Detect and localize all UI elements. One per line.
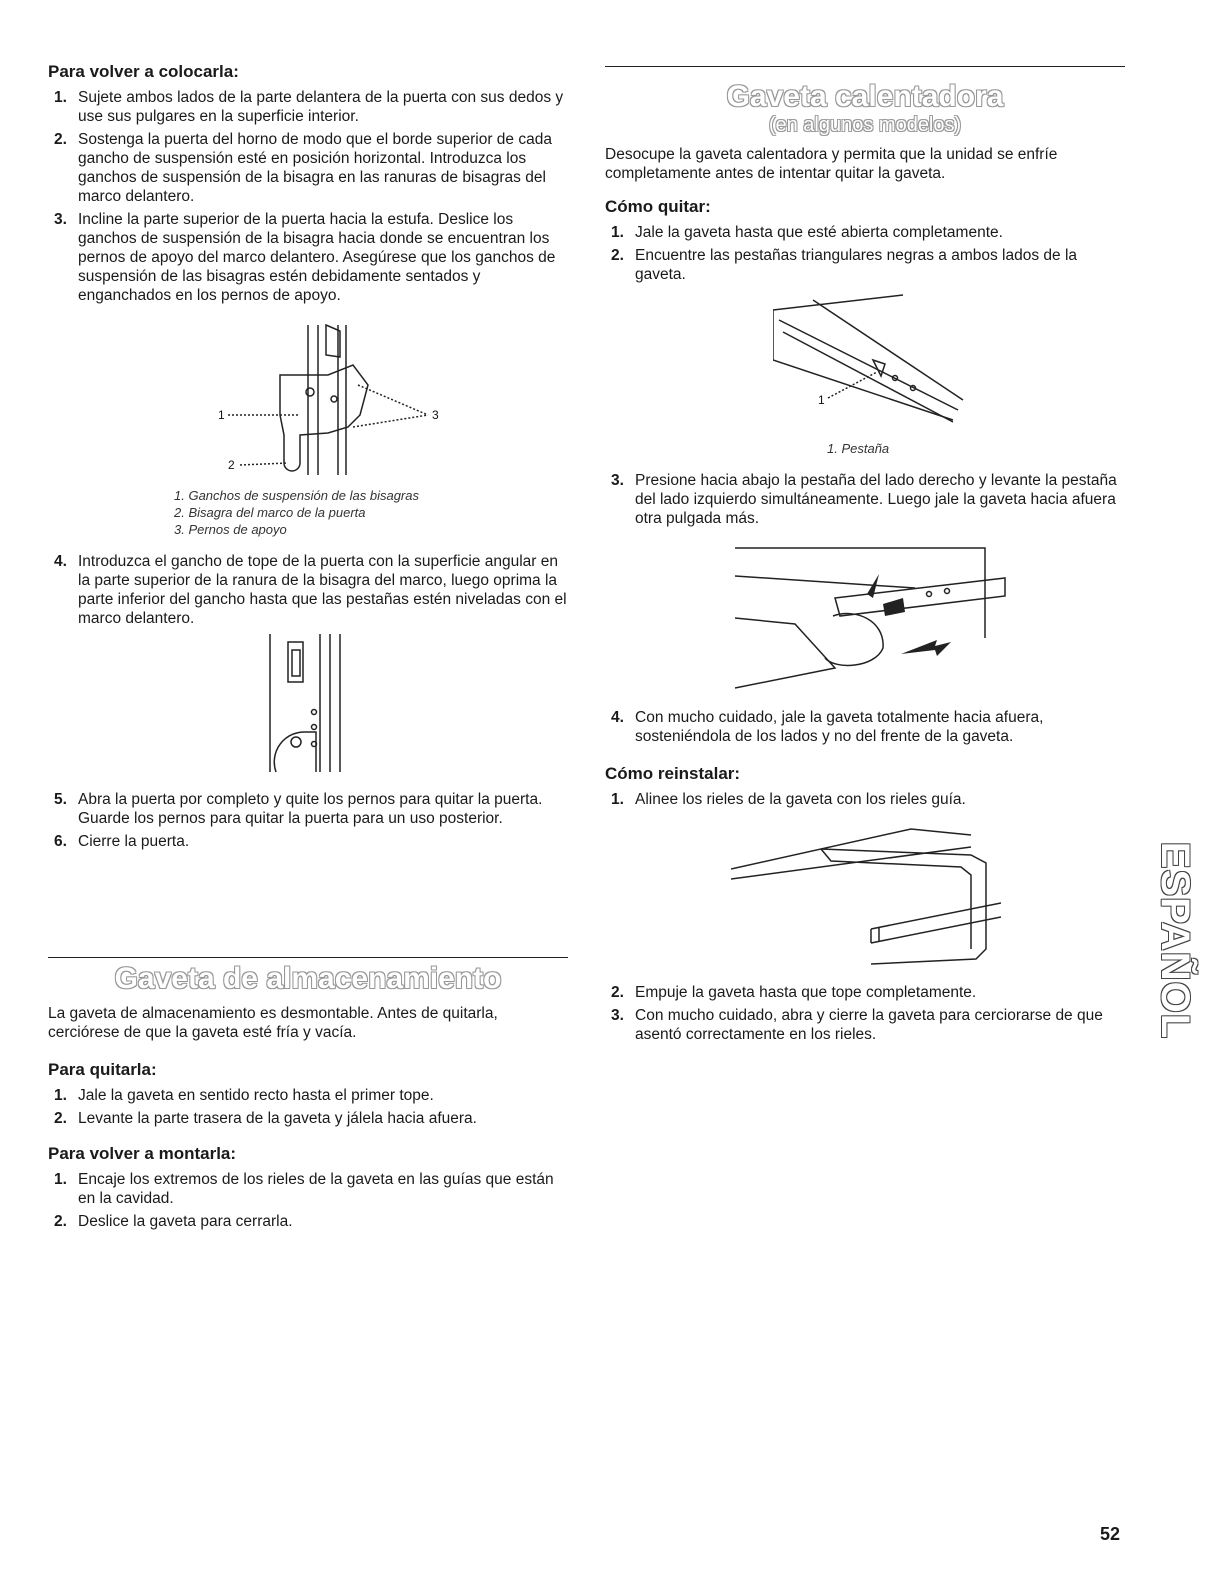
- warming-install-step-1: [605, 790, 1125, 809]
- list-item: 2. Levante la parte trasera de la gaveta y jálela hacia afuera.: [54, 1110, 477, 1127]
- warming-step-4: [605, 708, 1125, 746]
- door-stop-illustration: [248, 632, 448, 782]
- list-item: 1. Jale la gaveta en sentido recto hasta el primer tope.: [54, 1087, 434, 1104]
- warming-drawer-title: Gaveta calentadora: [726, 80, 1004, 113]
- caption: 1. Ganchos de suspensión de las bisagras: [174, 488, 419, 503]
- callout-1: 1: [218, 408, 225, 422]
- drawer-rails-illustration: [731, 819, 1001, 969]
- storage-install-steps: [48, 1170, 568, 1231]
- warming-install-heading: Cómo reinstalar:: [605, 764, 741, 783]
- list-item: 1. Encaje los extremos de los rieles de la gaveta en las guías que están en la cavidad.: [54, 1171, 554, 1207]
- reinstall-steps-after: [48, 790, 568, 851]
- tab-caption: 1. Pestaña: [827, 441, 890, 456]
- warming-install-steps-after: [605, 983, 1125, 1044]
- drawer-tab-illustration: [773, 290, 993, 440]
- reinstall-step-4: [48, 552, 568, 628]
- storage-remove-heading: Para quitarla:: [48, 1060, 157, 1079]
- drawer-pull-illustration: [715, 538, 1015, 698]
- list-item: 3. Con mucho cuidado, abra y cierre la gaveta para cerciorarse de que asentó correctamente en los rieles.: [611, 1007, 1103, 1043]
- storage-intro: La gaveta de almacenamiento es desmontable. Antes de quitarla, cerciórese de que la gaveta esté fría y vacía.: [48, 1005, 498, 1041]
- list-item: 1. Alinee los rieles de la gaveta con los rieles guía.: [611, 791, 966, 808]
- language-side-tab: ESPAÑOL: [1153, 841, 1198, 1039]
- section-divider: [48, 957, 568, 958]
- callout-3: 3: [432, 408, 439, 422]
- page-number: 52: [1100, 1524, 1121, 1544]
- callout-1: 1: [818, 393, 825, 407]
- list-item: 2. Encuentre las pestañas triangulares negras a ambos lados de la gaveta.: [611, 247, 1078, 283]
- list-item: 4. Introduzca el gancho de tope de la puerta con la superficie angular en la parte superior de la ranura de la bisagra del marco, luego oprima la parte inferior del gancho hasta que las pestañas estén niveladas con el marco delantero.: [54, 553, 567, 627]
- storage-remove-steps: [48, 1086, 568, 1128]
- warming-remove-steps: [605, 223, 1125, 284]
- list-item: 1. Jale la gaveta hasta que esté abierta completamente.: [611, 224, 1003, 241]
- list-item: 3. Incline la parte superior de la puerta hacia la estufa. Deslice los ganchos de suspensión de la bisagra hacia donde se encuentran los pernos de apoyo del marco delantero. Asegúrese que los ganchos de suspensión de las bisagras estén debidamente sentados y enganchados en los pernos de apoyo.: [54, 211, 556, 304]
- figure-captions: [174, 487, 568, 538]
- storage-drawer-title: Gaveta de almacenamiento: [114, 962, 502, 995]
- warming-step-3: [605, 471, 1125, 528]
- list-item: 4. Con mucho cuidado, jale la gaveta totalmente hacia afuera, sosteniéndola de los lados y no del frente de la gaveta.: [611, 709, 1044, 745]
- reinstall-steps: [48, 88, 568, 305]
- warming-drawer-subtitle: (en algunos modelos): [768, 114, 962, 136]
- list-item: 5. Abra la puerta por completo y quite los pernos para quitar la puerta. Guarde los pernos para quitar la puerta para un uso posterior.: [54, 791, 543, 827]
- caption: 2. Bisagra del marco de la puerta: [174, 505, 366, 520]
- warming-remove-heading: Cómo quitar:: [605, 197, 711, 216]
- storage-install-heading: Para volver a montarla:: [48, 1144, 237, 1163]
- warming-drawer-section: [605, 80, 1125, 1048]
- list-item: 6. Cierre la puerta.: [54, 833, 190, 850]
- storage-section: [48, 962, 568, 1235]
- list-item: 3. Presione hacia abajo la pestaña del lado derecho y levante la pestaña del lado izquierdo simultáneamente. Luego jale la gaveta hacia afuera otra pulgada más.: [611, 472, 1117, 527]
- reinstall-heading: Para volver a colocarla:: [48, 62, 239, 81]
- section-divider: [605, 66, 1125, 67]
- caption: 3. Pernos de apoyo: [174, 522, 287, 537]
- list-item: 2. Deslice la gaveta para cerrarla.: [54, 1213, 293, 1230]
- list-item: 2. Sostenga la puerta del horno de modo que el borde superior de cada gancho de suspensión esté en posición horizontal. Introduzca los ganchos de suspensión de la bisagra en las ranuras de bisagras del marco delantero.: [54, 131, 552, 205]
- warming-intro: Desocupe la gaveta calentadora y permita que la unidad se enfríe completamente antes de intentar quitar la gaveta.: [605, 146, 1058, 182]
- callout-2: 2: [228, 458, 235, 472]
- list-item: 2. Empuje la gaveta hasta que tope completamente.: [611, 984, 977, 1001]
- list-item: 1. Sujete ambos lados de la parte delantera de la puerta con sus dedos y use sus pulgares en la superficie interior.: [54, 89, 564, 125]
- left-column: [48, 62, 568, 855]
- hinge-hook-illustration: [188, 315, 488, 485]
